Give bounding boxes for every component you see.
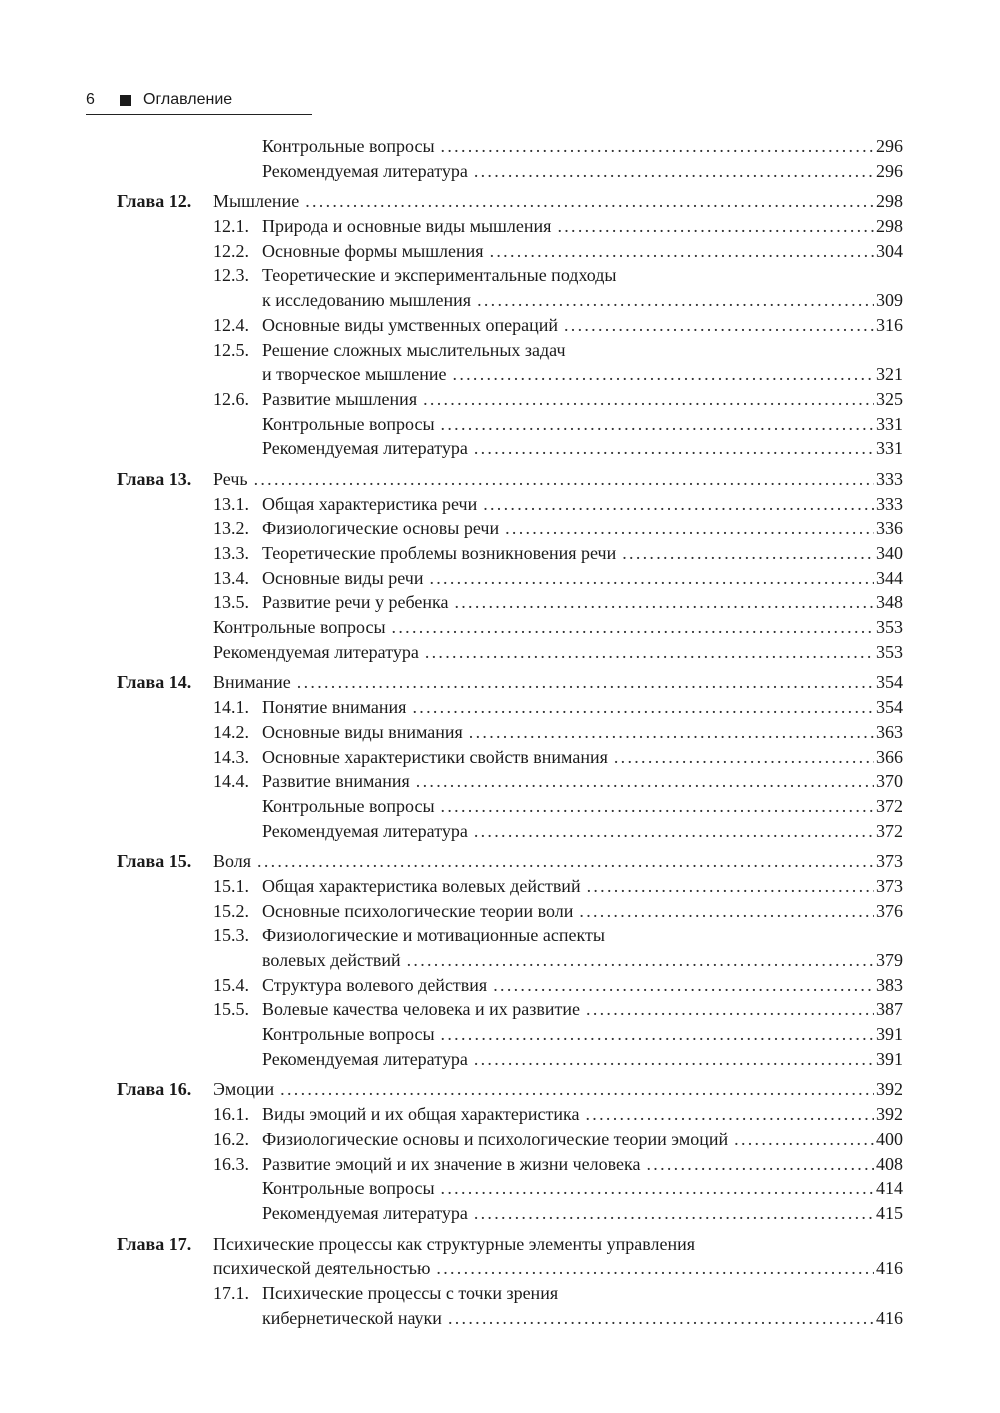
toc-entry — [0, 720, 1000, 745]
toc-entry — [0, 1201, 1000, 1226]
page-ref: 336 — [876, 518, 903, 539]
chapter-label: Глава 17. — [117, 1233, 192, 1254]
page-ref: 376 — [876, 900, 903, 921]
toc-group — [0, 189, 1000, 461]
toc-chapter-entry — [0, 1232, 1000, 1257]
entry-title: Рекомендуемая литература — [262, 819, 474, 844]
section-number: 13.5. — [213, 592, 249, 613]
section-number: 16.2. — [213, 1128, 249, 1149]
toc-entry — [0, 338, 1000, 363]
toc-entry — [0, 362, 1000, 387]
dot-leader — [646, 1152, 874, 1177]
toc-entry — [0, 590, 1000, 615]
toc-entry — [0, 948, 1000, 973]
entry-title: волевых действий — [262, 948, 407, 973]
dot-leader — [614, 745, 874, 770]
entry-title: Физиологические основы и психологические теории эмоций — [262, 1127, 734, 1152]
dot-leader — [579, 899, 874, 924]
square-bullet-icon — [120, 95, 131, 106]
section-number: 12.1. — [213, 216, 249, 237]
entry-title: Контрольные вопросы — [262, 794, 441, 819]
toc-entry — [0, 997, 1000, 1022]
page-ref: 325 — [876, 388, 903, 409]
toc-group — [0, 670, 1000, 843]
page-ref: 348 — [876, 592, 903, 613]
entry-title: Речь — [213, 467, 254, 492]
page-ref: 391 — [876, 1024, 903, 1045]
page-ref: 372 — [876, 795, 903, 816]
toc-chapter-entry — [0, 849, 1000, 874]
entry-title: Развитие эмоций и их значение в жизни человека — [262, 1152, 646, 1177]
dot-leader — [416, 769, 874, 794]
entry-title: Мышление — [213, 189, 305, 214]
toc-entry — [0, 387, 1000, 412]
toc-entry — [0, 1306, 1000, 1331]
toc-entry — [0, 794, 1000, 819]
page-ref: 366 — [876, 746, 903, 767]
toc-entry — [0, 288, 1000, 313]
toc-entry — [0, 1047, 1000, 1072]
toc-entry — [0, 1176, 1000, 1201]
section-number: 15.3. — [213, 925, 249, 946]
dot-leader — [564, 313, 874, 338]
dot-leader — [425, 640, 874, 665]
entry-title: Структура волевого действия — [262, 973, 493, 998]
dot-leader — [734, 1127, 874, 1152]
dot-leader — [441, 794, 874, 819]
chapter-label: Глава 13. — [117, 468, 192, 489]
toc-group — [0, 849, 1000, 1071]
section-number: 13.4. — [213, 567, 249, 588]
entry-title: Общая характеристика речи — [262, 492, 483, 517]
page-ref: 414 — [876, 1178, 903, 1199]
entry-title: Контрольные вопросы — [262, 1022, 441, 1047]
toc-entry — [0, 263, 1000, 288]
dot-leader — [429, 566, 874, 591]
dot-leader — [436, 1256, 874, 1281]
page-ref: 416 — [876, 1307, 903, 1328]
entry-title: Развитие мышления — [262, 387, 423, 412]
dot-leader — [622, 541, 874, 566]
page-ref: 392 — [876, 1079, 903, 1100]
entry-title: Физиологические основы речи — [262, 516, 505, 541]
entry-title: кибернетической науки — [262, 1306, 448, 1331]
entry-title: Контрольные вопросы — [213, 615, 392, 640]
entry-title: Общая характеристика волевых действий — [262, 874, 587, 899]
dot-leader — [441, 1022, 874, 1047]
toc-entry — [0, 899, 1000, 924]
chapter-label: Глава 14. — [117, 672, 192, 693]
toc-entry — [0, 1022, 1000, 1047]
entry-title: Основные виды умственных операций — [262, 313, 564, 338]
page-ref: 387 — [876, 999, 903, 1020]
entry-title: Основные психологические теории воли — [262, 899, 579, 924]
page-ref: 379 — [876, 950, 903, 970]
dot-leader — [423, 387, 874, 412]
entry-title: Основные виды внимания — [262, 720, 469, 745]
toc-entry — [0, 313, 1000, 338]
dot-leader — [586, 997, 874, 1022]
toc-entry — [0, 159, 1000, 184]
toc-entry — [0, 239, 1000, 264]
dot-leader — [407, 948, 874, 973]
entry-title: и творческое мышление — [262, 362, 453, 387]
section-number: 12.6. — [213, 388, 249, 409]
entry-title: Волевые качества человека и их развитие — [262, 997, 586, 1022]
toc-entry — [0, 436, 1000, 461]
dot-leader — [474, 159, 874, 184]
section-number: 15.1. — [213, 875, 249, 896]
toc-chapter-entry — [0, 189, 1000, 214]
section-number: 14.4. — [213, 771, 249, 792]
toc-entry — [0, 615, 1000, 640]
toc-group — [0, 1232, 1000, 1331]
page-ref: 331 — [876, 413, 903, 434]
dot-leader — [392, 615, 874, 640]
dot-leader — [412, 695, 874, 720]
page-ref: 296 — [876, 136, 903, 156]
page-ref: 344 — [876, 567, 903, 588]
dot-leader — [254, 467, 874, 492]
dot-leader — [474, 1201, 874, 1226]
entry-title: к исследованию мышления — [262, 288, 477, 313]
entry-title: Рекомендуемая литература — [262, 159, 474, 184]
entry-title: Решение сложных мыслительных задач — [262, 338, 572, 363]
section-number: 12.5. — [213, 339, 249, 360]
toc-chapter-entry — [0, 670, 1000, 695]
entry-title: Психические процессы с точки зрения — [262, 1281, 564, 1306]
toc-entry — [0, 541, 1000, 566]
toc-entry — [0, 566, 1000, 591]
page-ref: 340 — [876, 543, 903, 563]
section-number: 17.1. — [213, 1282, 249, 1303]
entry-title: Основные виды речи — [262, 566, 429, 591]
chapter-label: Глава 16. — [117, 1079, 192, 1100]
toc-entry — [0, 1152, 1000, 1177]
section-number: 12.2. — [213, 240, 249, 261]
section-number: 13.3. — [213, 543, 249, 563]
page-ref: 333 — [876, 468, 903, 489]
page-ref: 408 — [876, 1153, 903, 1174]
dot-leader — [493, 973, 874, 998]
entry-title: Понятие внимания — [262, 695, 412, 720]
page-ref: 353 — [876, 617, 903, 638]
page-ref: 372 — [876, 820, 903, 841]
toc-chapter-entry — [0, 1077, 1000, 1102]
dot-leader — [469, 720, 874, 745]
entry-title: Рекомендуемая литература — [213, 640, 425, 665]
dot-leader — [474, 436, 874, 461]
section-number: 16.1. — [213, 1104, 249, 1125]
section-number: 13.1. — [213, 493, 249, 514]
toc-entry — [0, 492, 1000, 517]
page-ref: 392 — [876, 1104, 903, 1125]
entry-title: Теоретические проблемы возникновения речи — [262, 541, 622, 566]
page-ref: 353 — [876, 641, 903, 662]
toc-entry — [0, 516, 1000, 541]
dot-leader — [557, 214, 874, 239]
entry-title: Контрольные вопросы — [262, 1176, 441, 1201]
toc-entry — [0, 973, 1000, 998]
dot-leader — [474, 1047, 874, 1072]
page-ref: 373 — [876, 851, 903, 872]
dot-leader — [483, 492, 874, 517]
dot-leader — [587, 874, 874, 899]
page-ref: 383 — [876, 974, 903, 995]
section-number: 15.4. — [213, 974, 249, 995]
toc-entry — [0, 134, 1000, 159]
page-ref: 354 — [876, 672, 903, 693]
dot-leader — [441, 1176, 874, 1201]
section-number: 12.3. — [213, 265, 249, 286]
page-ref: 370 — [876, 771, 903, 792]
toc-chapter-entry — [0, 467, 1000, 492]
dot-leader — [477, 288, 874, 313]
page-ref: 416 — [876, 1258, 903, 1279]
page-ref: 309 — [876, 290, 903, 311]
dot-leader — [454, 590, 874, 615]
dot-leader — [297, 670, 874, 695]
entry-title: Контрольные вопросы — [262, 412, 441, 437]
entry-title: Контрольные вопросы — [262, 134, 441, 159]
entry-title: Воля — [213, 849, 257, 874]
page-ref: 400 — [876, 1128, 903, 1149]
entry-title: Основные формы мышления — [262, 239, 490, 264]
toc-entry — [0, 1256, 1000, 1281]
entry-title: Эмоции — [213, 1077, 280, 1102]
running-header — [86, 86, 312, 115]
dot-leader — [490, 239, 874, 264]
toc-entry — [0, 923, 1000, 948]
toc-entry — [0, 412, 1000, 437]
toc-group — [0, 467, 1000, 665]
dot-leader — [453, 362, 874, 387]
page-ref: 363 — [876, 721, 903, 742]
page-ref: 415 — [876, 1202, 903, 1223]
section-number: 14.2. — [213, 721, 249, 742]
entry-title: Рекомендуемая литература — [262, 1201, 474, 1226]
toc-entry — [0, 640, 1000, 665]
entry-title: Теоретические и экспериментальные подходы — [262, 263, 623, 288]
dot-leader — [441, 134, 874, 159]
entry-title: Физиологические и мотивационные аспекты — [262, 923, 611, 948]
dot-leader — [257, 849, 874, 874]
entry-title: Рекомендуемая литература — [262, 1047, 474, 1072]
section-number: 14.1. — [213, 697, 249, 718]
toc-entry — [0, 819, 1000, 844]
dot-leader — [474, 819, 874, 844]
toc-group — [0, 134, 1000, 183]
page-ref: 391 — [876, 1048, 903, 1069]
toc-entry — [0, 695, 1000, 720]
section-number: 15.2. — [213, 900, 249, 921]
toc-group — [0, 1077, 1000, 1225]
chapter-label: Глава 15. — [117, 851, 192, 872]
page-ref: 333 — [876, 493, 903, 514]
section-number: 14.3. — [213, 746, 249, 767]
entry-title: Развитие внимания — [262, 769, 416, 794]
entry-title: Природа и основные виды мышления — [262, 214, 557, 239]
toc-entry — [0, 769, 1000, 794]
section-number: 16.3. — [213, 1153, 249, 1174]
dot-leader — [448, 1306, 874, 1331]
page-ref: 321 — [876, 364, 903, 385]
entry-title: Рекомендуемая литература — [262, 436, 474, 461]
page-ref: 296 — [876, 160, 903, 181]
chapter-label: Глава 12. — [117, 191, 192, 212]
toc-entry — [0, 1102, 1000, 1127]
toc-entry — [0, 745, 1000, 770]
page-ref: 373 — [876, 875, 903, 896]
toc-entry — [0, 1281, 1000, 1306]
table-of-contents — [0, 134, 1000, 1336]
section-number: 12.4. — [213, 314, 249, 335]
entry-title: Развитие речи у ребенка — [262, 590, 454, 615]
entry-title: Внимание — [213, 670, 297, 695]
dot-leader — [305, 189, 874, 214]
toc-entry — [0, 874, 1000, 899]
page-ref: 304 — [876, 240, 903, 261]
toc-entry — [0, 1127, 1000, 1152]
page-number: 6 — [86, 91, 95, 108]
section-number: 15.5. — [213, 999, 249, 1020]
dot-leader — [441, 412, 874, 437]
page-ref: 354 — [876, 697, 903, 718]
entry-title: Психические процессы как структурные элементы управления — [213, 1232, 701, 1257]
page-ref: 316 — [876, 314, 903, 335]
dot-leader — [280, 1077, 874, 1102]
dot-leader — [505, 516, 874, 541]
entry-title: Виды эмоций и их общая характеристика — [262, 1102, 586, 1127]
page-ref: 298 — [876, 216, 903, 237]
entry-title: психической деятельностью — [213, 1256, 436, 1281]
section-number: 13.2. — [213, 518, 249, 539]
page-ref: 298 — [876, 191, 903, 212]
toc-entry — [0, 214, 1000, 239]
entry-title: Основные характеристики свойств внимания — [262, 745, 614, 770]
dot-leader — [586, 1102, 875, 1127]
page-ref: 331 — [876, 438, 903, 459]
running-title: Оглавление — [143, 91, 233, 108]
